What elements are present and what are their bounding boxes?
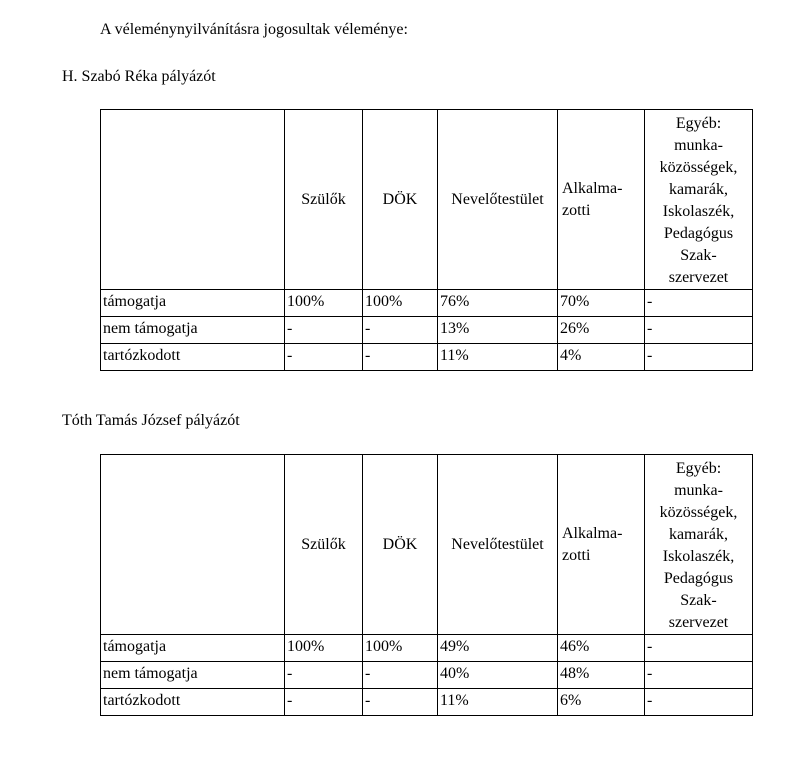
cell-nevelotestulet: 11% (438, 689, 558, 716)
cell-dok: 100% (363, 635, 438, 662)
cell-nevelotestulet: 13% (438, 317, 558, 344)
header-row (101, 110, 753, 290)
opinion-table-candidate-1 (100, 109, 753, 371)
header-egyeb-line: Szak- (680, 247, 717, 264)
header-egyeb-line: munka- (674, 482, 723, 499)
header-egyeb-line: szervezet (668, 269, 729, 286)
header-alkalmazotti-line2: zotti (562, 201, 591, 219)
cell-dok: 100% (363, 290, 438, 317)
row-label: tartózkodott (101, 689, 285, 716)
header-empty-cell (101, 110, 285, 290)
cell-szulok: 100% (285, 635, 363, 662)
cell-szulok: - (285, 689, 363, 716)
cell-nevelotestulet: 49% (438, 635, 558, 662)
header-nevelotestulet: Nevelőtestület (438, 455, 558, 635)
header-dok: DÖK (363, 110, 438, 290)
table-row (101, 662, 753, 689)
row-label: nem támogatja (101, 662, 285, 689)
header-alkalmazotti (558, 110, 645, 290)
header-egyeb-line: közösségek, (659, 504, 738, 521)
row-label: tartózkodott (101, 344, 285, 371)
header-egyeb-line: kamarák, (668, 526, 729, 543)
header-egyeb-line: közösségek, (659, 159, 738, 176)
cell-dok: - (363, 689, 438, 716)
table-row (101, 290, 753, 317)
cell-nevelotestulet: 11% (438, 344, 558, 371)
header-egyeb-line: munka- (674, 137, 723, 154)
row-label: nem támogatja (101, 317, 285, 344)
cell-alkalmazotti: 26% (558, 317, 645, 344)
header-row (101, 455, 753, 635)
header-egyeb-line: szervezet (668, 614, 729, 631)
cell-alkalmazotti: 48% (558, 662, 645, 689)
header-nevelotestulet: Nevelőtestület (438, 110, 558, 290)
header-egyeb-line: Egyéb: (675, 115, 722, 132)
cell-egyeb: - (645, 344, 753, 371)
table-row (101, 344, 753, 371)
opinion-table-candidate-2 (100, 454, 753, 716)
cell-szulok: - (285, 344, 363, 371)
candidate-2-name: Tóth Tamás József pályázót (62, 412, 240, 429)
header-egyeb (645, 455, 753, 635)
candidate-1-name: H. Szabó Réka pályázót (62, 68, 216, 85)
row-label: támogatja (101, 635, 285, 662)
header-egyeb-line: Egyéb: (675, 460, 722, 477)
header-egyeb (645, 110, 753, 290)
table-row (101, 635, 753, 662)
cell-szulok: - (285, 662, 363, 689)
header-alkalmazotti-line2: zotti (562, 546, 591, 564)
cell-dok: - (363, 344, 438, 371)
header-egyeb-line: Pedagógus (663, 570, 734, 587)
header-alkalmazotti-line1: Alkalma- (562, 524, 623, 542)
cell-dok: - (363, 317, 438, 344)
table-row (101, 689, 753, 716)
header-szulok: Szülők (285, 110, 363, 290)
cell-alkalmazotti: 4% (558, 344, 645, 371)
cell-szulok: - (285, 317, 363, 344)
cell-alkalmazotti: 46% (558, 635, 645, 662)
header-dok: DÖK (363, 455, 438, 635)
header-egyeb-line: Iskolaszék, (662, 548, 735, 565)
header-egyeb-line: Iskolaszék, (662, 203, 735, 220)
page-heading: A véleménynyilvánításra jogosultak véleménye: (100, 21, 408, 38)
cell-egyeb: - (645, 662, 753, 689)
cell-dok: - (363, 662, 438, 689)
cell-szulok: 100% (285, 290, 363, 317)
cell-nevelotestulet: 76% (438, 290, 558, 317)
header-empty-cell (101, 455, 285, 635)
header-alkalmazotti (558, 455, 645, 635)
cell-egyeb: - (645, 290, 753, 317)
table-row (101, 317, 753, 344)
header-egyeb-line: Szak- (680, 592, 717, 609)
header-egyeb-line: kamarák, (668, 181, 729, 198)
header-egyeb-line: Pedagógus (663, 225, 734, 242)
cell-alkalmazotti: 70% (558, 290, 645, 317)
cell-egyeb: - (645, 317, 753, 344)
cell-alkalmazotti: 6% (558, 689, 645, 716)
cell-egyeb: - (645, 635, 753, 662)
header-szulok: Szülők (285, 455, 363, 635)
cell-egyeb: - (645, 689, 753, 716)
header-alkalmazotti-line1: Alkalma- (562, 179, 623, 197)
row-label: támogatja (101, 290, 285, 317)
cell-nevelotestulet: 40% (438, 662, 558, 689)
